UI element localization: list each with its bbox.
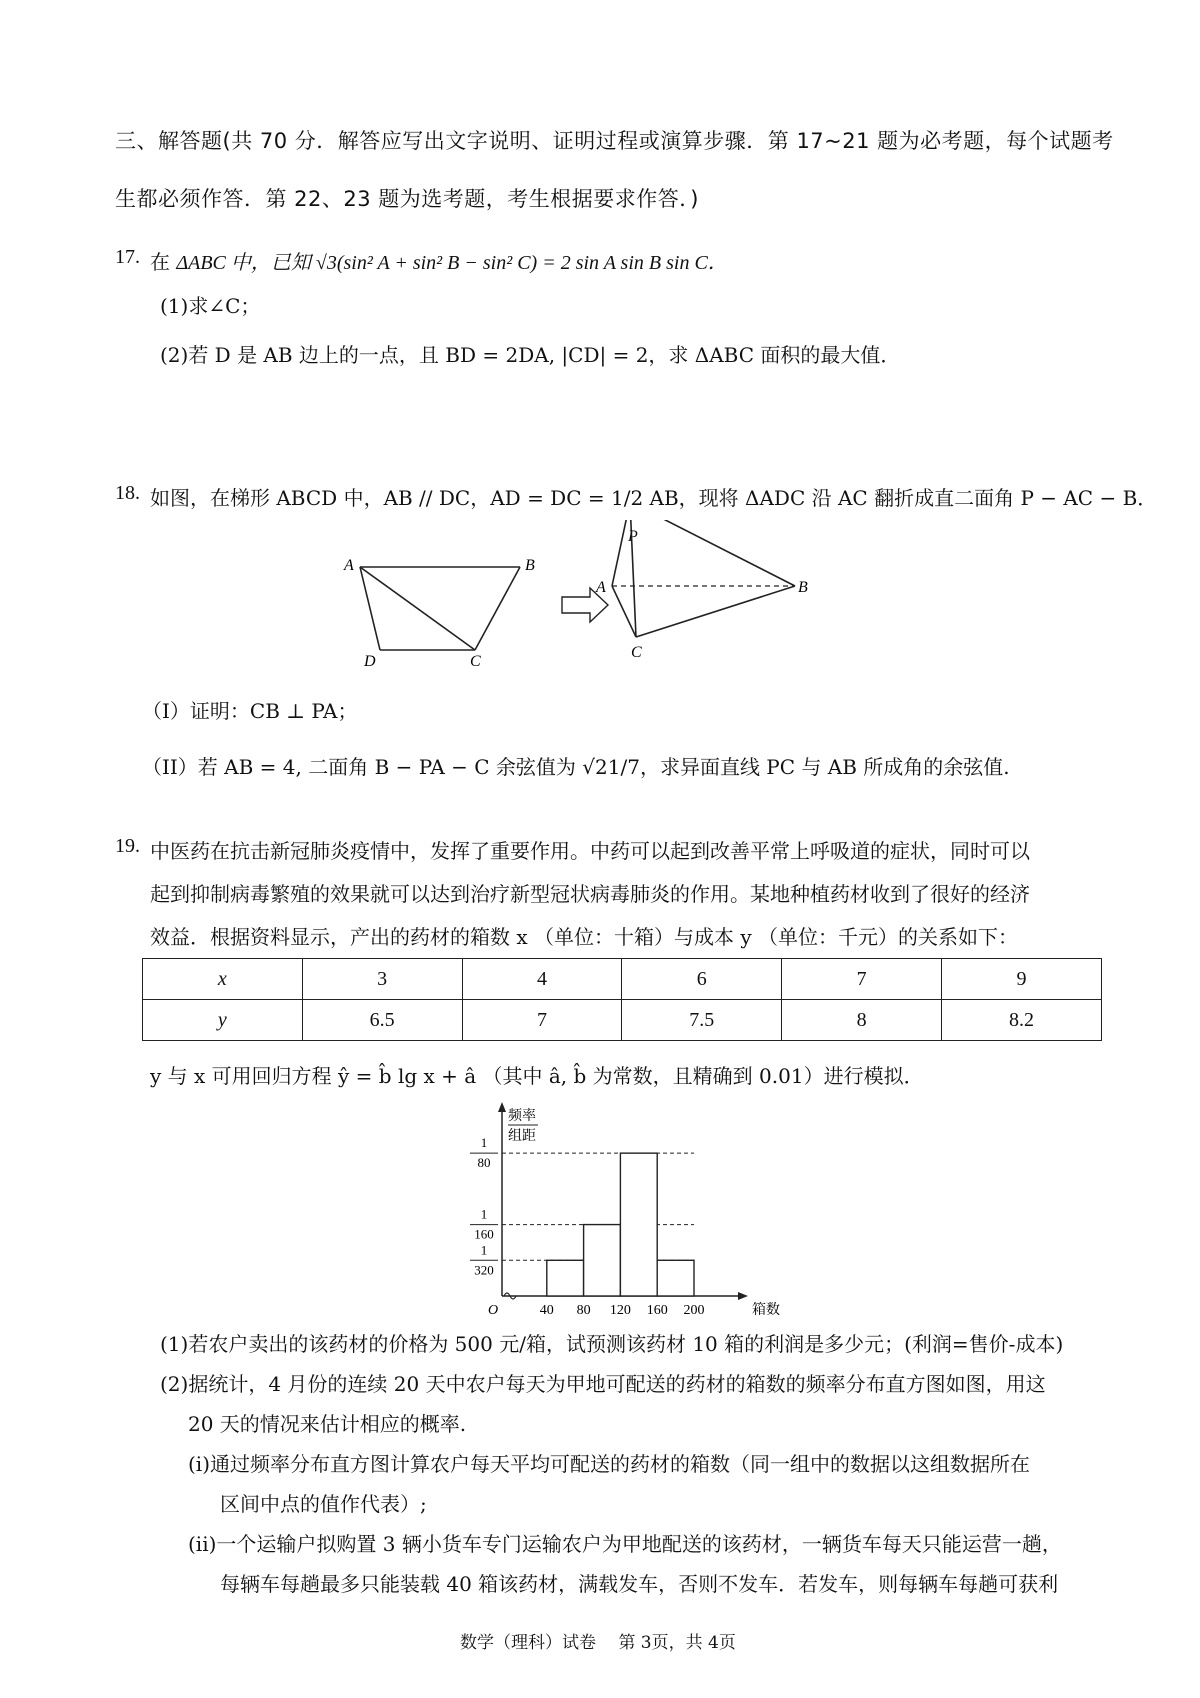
- label-D: D: [364, 653, 376, 670]
- q17-stem-prefix: 在: [150, 250, 170, 274]
- histogram-bar: [620, 1153, 657, 1296]
- table-header-x: x: [143, 959, 303, 1000]
- table-cell: 3: [302, 959, 462, 1000]
- q19-paragraph-line3: 效益．根据资料显示，产出的药材的箱数 x （单位：十箱）与成本 y （单位：千元）的关系如下：: [150, 925, 1019, 949]
- trapezoid-figure: [343, 557, 535, 670]
- table-cell: 6.5: [302, 1000, 462, 1041]
- q17-stem: [150, 246, 728, 275]
- table-cell: 6: [622, 959, 782, 1000]
- q19-part2-line2: 20 天的情况来估计相应的概率.: [188, 1412, 467, 1436]
- section-header-line1: 三、解答题(共 70 分．解答应写出文字说明、证明过程或演算步骤．第 17~21 题为必考题，每个试题考: [115, 129, 1114, 153]
- q19-regression: y 与 x 可用回归方程 ŷ = b̂ lg x + â （其中 â, b̂ 为常数，且精确到 0.01）进行模拟．: [150, 1064, 924, 1088]
- q17-part2: (2)若 D 是 AB 边上的一点，且 BD = 2DA, |CD| = 2，求 ΔABC 面积的最大值．: [160, 343, 901, 367]
- q19-sub-ii-line1: (ii)一个运输户拟购置 3 辆小货车专门运输农户为甲地配送的该药材，一辆货车每天只能运营一趟，: [188, 1532, 1062, 1556]
- q19-paragraph-line2: 起到抑制病毒繁殖的效果就可以达到治疗新型冠状病毒肺炎的作用。某地种植药材收到了很好的经济: [150, 882, 1030, 906]
- x-tick-label: 40: [539, 1303, 554, 1318]
- page-footer: 数学（理科）试卷 第 3页，共 4页: [460, 1633, 736, 1653]
- y-tick-denominator: 160: [474, 1226, 494, 1242]
- histogram-bar: [584, 1225, 621, 1296]
- y-axis-arrow-icon: [498, 1102, 506, 1112]
- y-tick-numerator: 1: [480, 1242, 488, 1258]
- y-axis-label-top: 频率: [508, 1109, 536, 1124]
- q17-stem-math: ΔABC 中，已知 √3(sin² A + sin² B − sin² C) = 2 sin A sin B sin C．: [176, 252, 728, 274]
- q19-sub-i-line1: (i)通过频率分布直方图计算农户每天平均可配送的药材的箱数（同一组中的数据以这组数据所在: [188, 1452, 1031, 1476]
- q19-sub-i-line2: 区间中点的值作代表）;: [220, 1492, 427, 1516]
- histogram-bar: [657, 1260, 694, 1296]
- x-tick-label: 80: [576, 1303, 591, 1318]
- q19-number: 19.: [115, 835, 140, 857]
- table-cell: 4: [462, 959, 622, 1000]
- x-axis-arrow-icon: [738, 1292, 748, 1300]
- y-tick-denominator: 320: [474, 1262, 494, 1278]
- section-header-line2: 生都必须作答．第 22、23 题为选考题，考生根据要求作答．): [115, 187, 699, 211]
- y-axis-label-bottom: 组距: [508, 1129, 536, 1144]
- origin-label: O: [488, 1303, 499, 1318]
- label-A-right: A: [596, 579, 606, 596]
- label-B-right: B: [798, 579, 808, 596]
- y-tick-numerator: 1: [480, 1135, 488, 1151]
- label-C-right: C: [631, 644, 642, 661]
- x-tick-label: 160: [646, 1303, 668, 1318]
- x-tick-label: 120: [609, 1303, 631, 1318]
- q17-part1: (1)求∠C；: [160, 294, 261, 318]
- x-axis-label: 箱数: [752, 1303, 780, 1318]
- table-row-y: [143, 1000, 1102, 1041]
- label-B-left: B: [525, 557, 535, 574]
- table-header-y: y: [143, 1000, 303, 1041]
- q18-figures: [340, 520, 900, 680]
- q19-sub-ii-line2: 每辆车每趟最多只能装载 40 箱该药材，满载发车，否则不发车．若发车，则每辆车每趟可获利: [220, 1572, 1059, 1596]
- histogram-chart: [440, 1100, 780, 1325]
- q17-number: 17.: [115, 246, 140, 268]
- label-A-left: A: [344, 557, 354, 574]
- y-tick-numerator: 1: [480, 1206, 488, 1222]
- table-cell: 8.2: [941, 1000, 1101, 1041]
- q18-stem: 如图，在梯形 ABCD 中，AB // DC，AD = DC = 1/2 AB，现将 ΔADC 沿 AC 翻折成直二面角 P − AC − B．: [150, 486, 1158, 510]
- q19-part1: (1)若农户卖出的该药材的价格为 500 元/箱，试预测该药材 10 箱的利润是多少元；(利润=售价-成本): [160, 1332, 1064, 1356]
- table-cell: 7.5: [622, 1000, 782, 1041]
- label-C-left: C: [470, 653, 481, 670]
- table-cell: 7: [782, 959, 942, 1000]
- table-cell: 8: [782, 1000, 942, 1041]
- q18-number: 18.: [115, 482, 140, 504]
- q18-part2: （II）若 AB = 4, 二面角 B − PA − C 余弦值为 √21/7，求异面直线 PC 与 AB 所成角的余弦值.: [142, 755, 1010, 779]
- q19-paragraph-line1: 中医药在抗击新冠肺炎疫情中，发挥了重要作用。中药可以起到改善平常上呼吸道的症状，同时可以: [150, 839, 1030, 863]
- pyramid-figure: [595, 520, 808, 661]
- q18-part1: （I）证明：CB ⊥ PA；: [142, 699, 358, 723]
- q19-data-table: [142, 958, 1102, 1041]
- table-cell: 7: [462, 1000, 622, 1041]
- x-tick-label: 200: [683, 1303, 705, 1318]
- q19-part2-line1: (2)据统计，4 月份的连续 20 天中农户每天为甲地可配送的药材的箱数的频率分布直方图如图，用这: [160, 1372, 1046, 1396]
- y-tick-denominator: 80: [477, 1155, 491, 1171]
- histogram-bar: [547, 1260, 584, 1296]
- table-row-x: [143, 959, 1102, 1000]
- label-P: P: [628, 528, 638, 545]
- table-cell: 9: [941, 959, 1101, 1000]
